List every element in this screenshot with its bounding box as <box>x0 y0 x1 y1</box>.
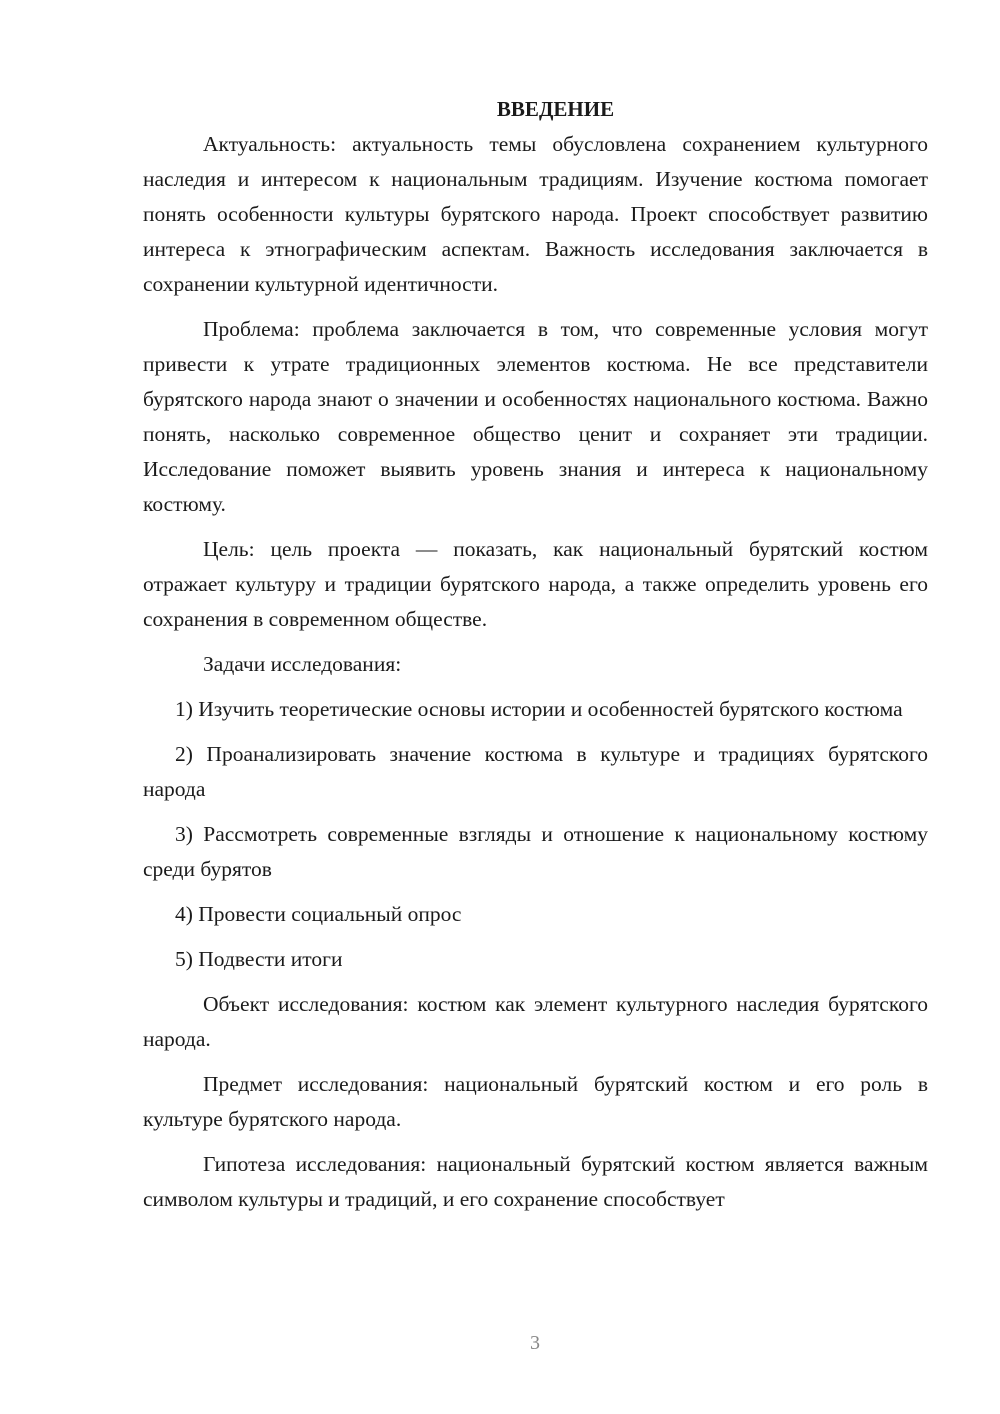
paragraph-goal: Цель: цель проекта — показать, как национальный бурятский костюм отражает культуру и традиции бурятского народа, а также определить уровень его сохранения в современном обществе. <box>143 537 928 631</box>
paragraph-object: Объект исследования: костюм как элемент культурного наследия бурятского народа. <box>143 992 928 1051</box>
paragraph-subject: Предмет исследования: национальный бурятский костюм и его роль в культуре бурятского народа. <box>143 1072 928 1131</box>
document-page <box>143 92 928 1227</box>
document-heading: ВВЕДЕНИЕ <box>496 97 615 121</box>
task-item: 1) Изучить теоретические основы истории и особенностей бурятского костюма <box>175 697 903 721</box>
task-item: 4) Провести социальный опрос <box>175 902 462 926</box>
tasks-title: Задачи исследования: <box>203 652 402 676</box>
task-item: 5) Подвести итоги <box>175 947 343 971</box>
paragraph-hypothesis: Гипотеза исследования: национальный бурятский костюм является важным символом культуры и традиций, и его сохранение способствует <box>143 1152 928 1211</box>
tasks-list <box>143 692 928 977</box>
task-item: 2) Проанализировать значение костюма в культуре и традициях бурятского народа <box>143 742 928 801</box>
paragraph-relevance: Актуальность: актуальность темы обусловлена сохранением культурного наследия и интересом к национальным традициям. Изучение костюма помогает понять особенности культуры бурятского народа. Проект способствует развитию интереса к этнографическим аспектам. Важность исследования заключается в сохранении культурной идентичности. <box>143 132 928 296</box>
task-item: 3) Рассмотреть современные взгляды и отношение к национальному костюму среди бурятов <box>143 822 928 881</box>
page-number: 3 <box>530 1332 540 1354</box>
paragraph-problem: Проблема: проблема заключается в том, что современные условия могут привести к утрате традиционных элементов костюма. Не все представители бурятского народа знают о значении и особенностях национального костюма. Важно понять, насколько современное общество ценит и сохраняет эти традиции. Исследование поможет выявить уровень знания и интереса к национальному костюму. <box>143 317 928 516</box>
